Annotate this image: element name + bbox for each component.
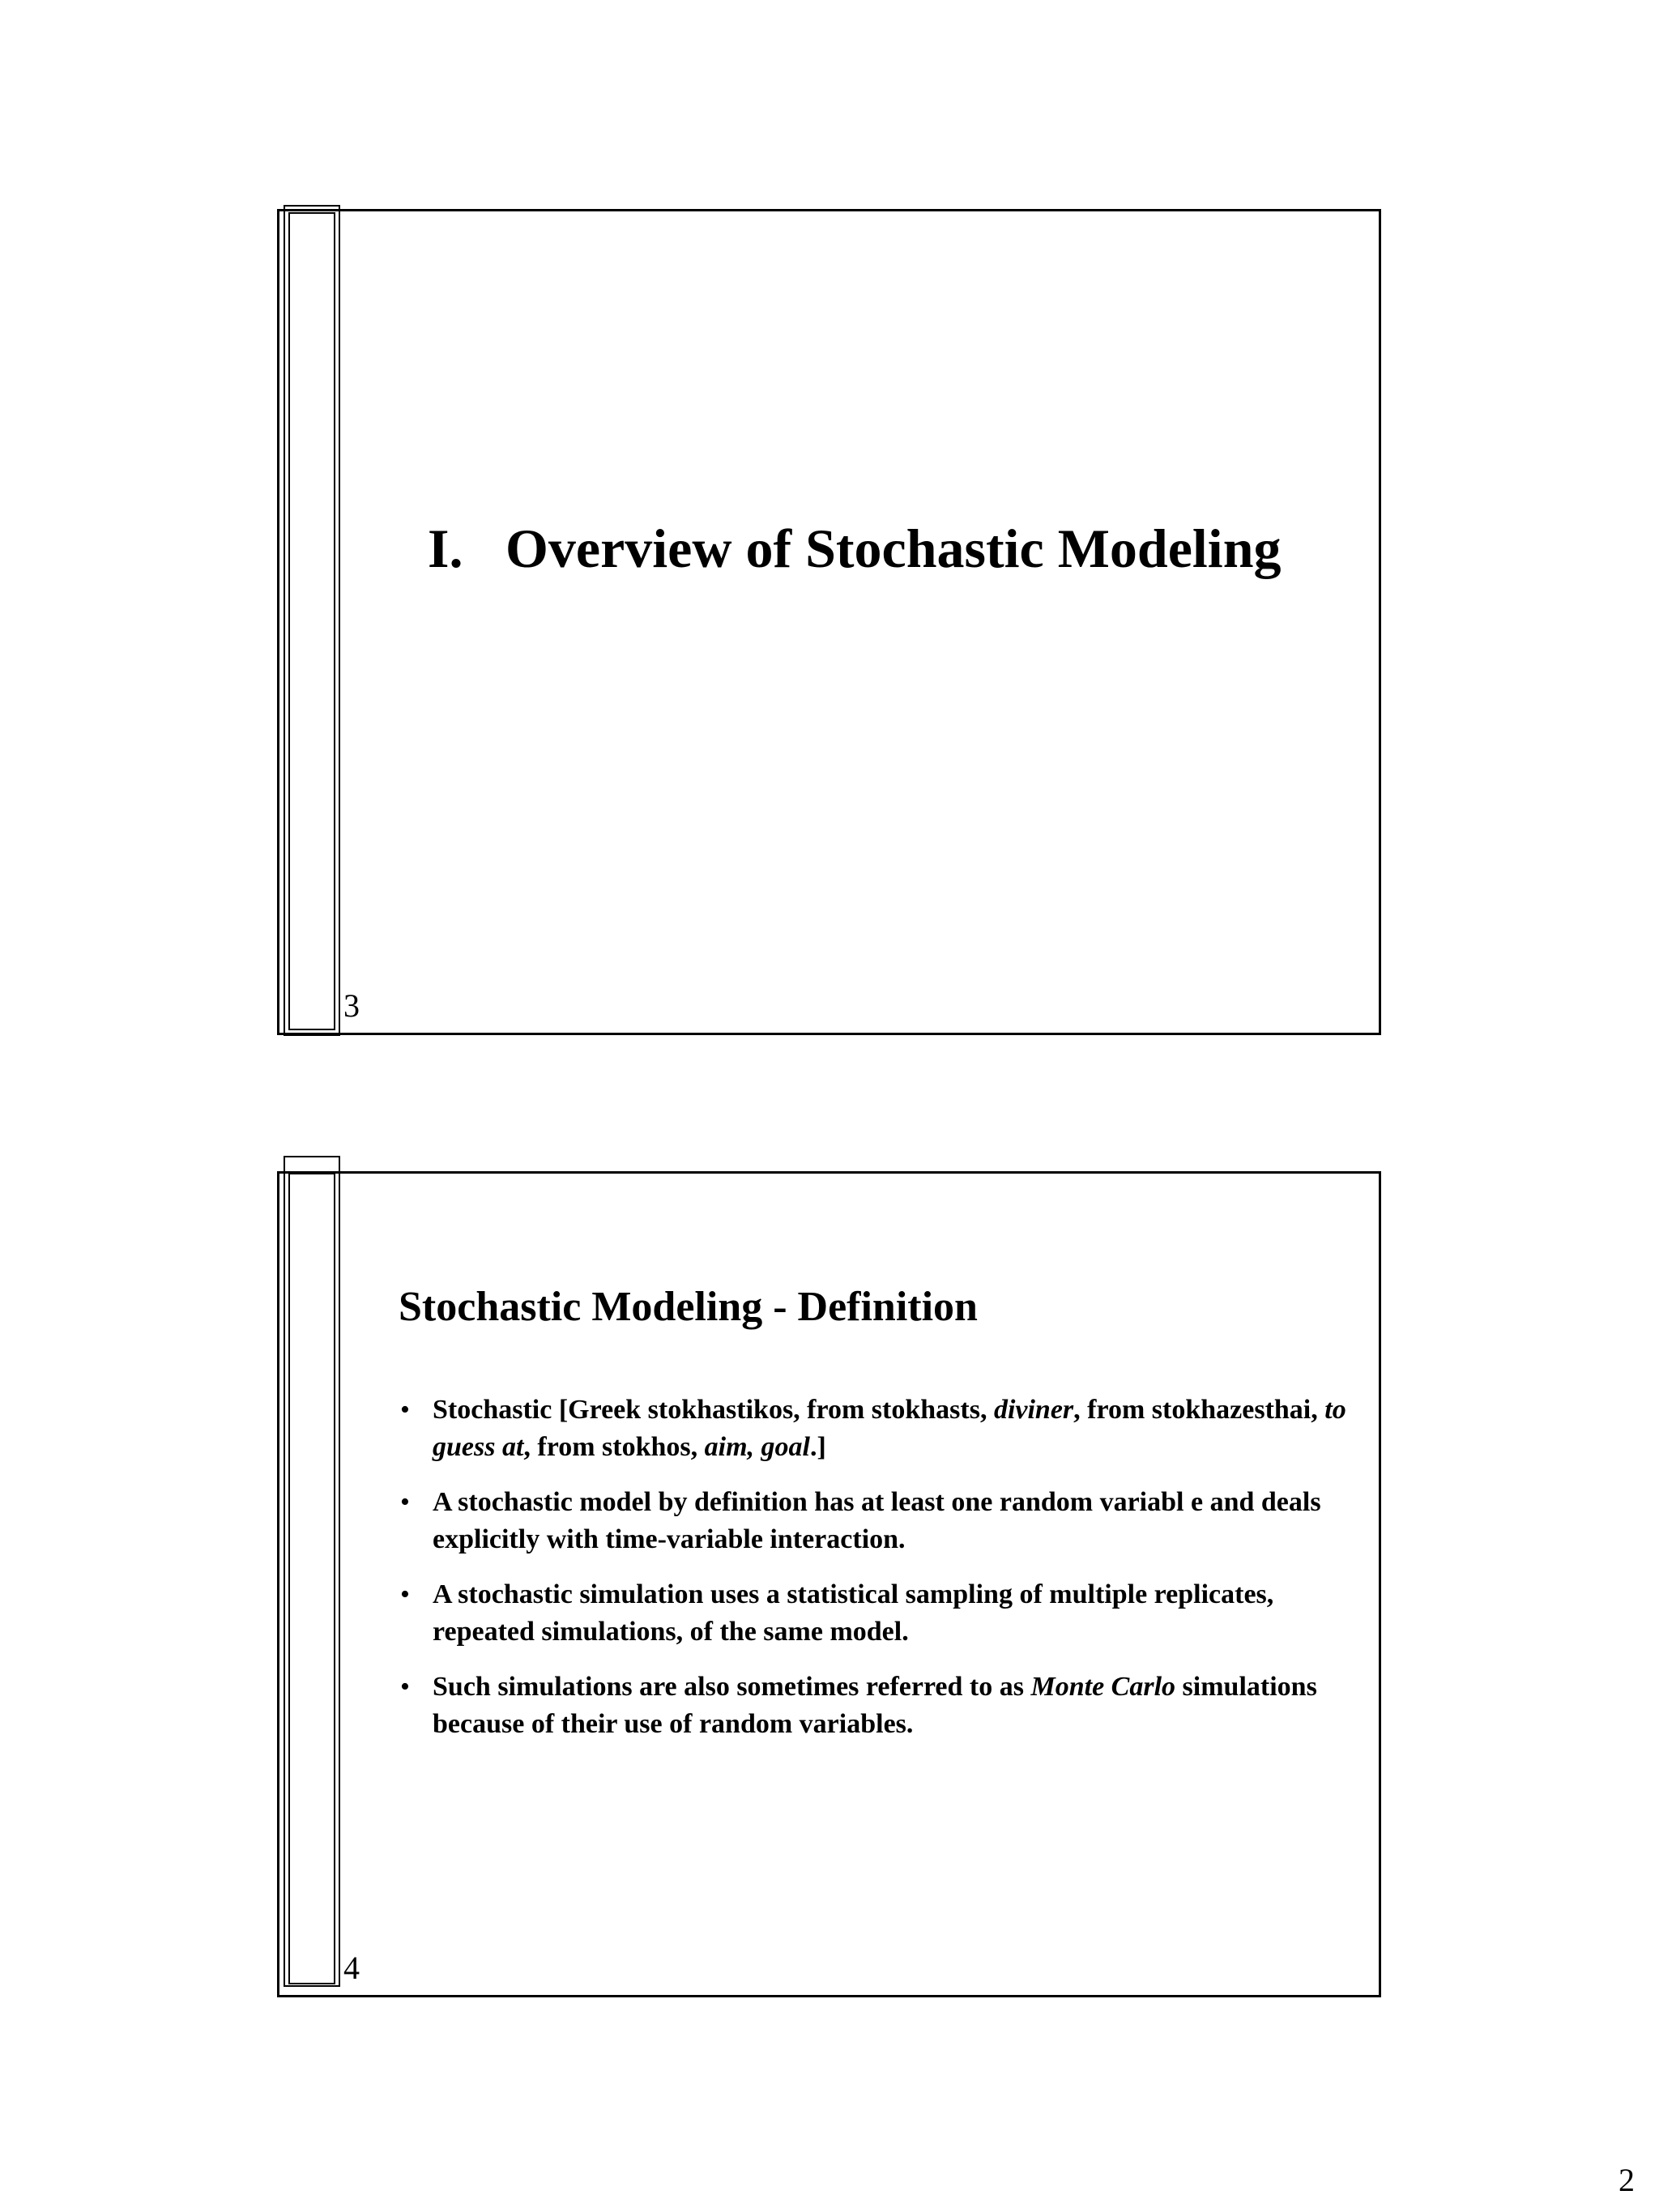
etymology-diviner: diviner bbox=[993, 1395, 1074, 1425]
bullet-stochastic-simulation-text: A stochastic simulation uses a statistical sampling of multiple replicates, repeated simulations, of the same model. bbox=[433, 1579, 1274, 1647]
slide-4-number: 4 bbox=[343, 1950, 360, 1986]
bullet-etymology bbox=[395, 1392, 1351, 1466]
slide-4-title: Stochastic Modeling - Definition bbox=[399, 1284, 978, 1330]
bullet-stochastic-model bbox=[395, 1484, 1351, 1558]
bullet-glyph: • bbox=[400, 1672, 410, 1702]
etymology-text-2: , from stokhazesthai, bbox=[1073, 1395, 1325, 1425]
slide-3-number: 3 bbox=[343, 987, 360, 1024]
etymology-aim-goal: aim, goal bbox=[704, 1432, 810, 1462]
slide-3-heading-numeral: I. bbox=[428, 518, 463, 579]
slide-3-heading-text: Overview of Stochastic Modeling bbox=[505, 518, 1282, 579]
page-number: 2 bbox=[1618, 2162, 1635, 2198]
bullet-monte-carlo bbox=[395, 1669, 1351, 1743]
slide-4-bullet-list bbox=[395, 1392, 1351, 1761]
slide-3-heading bbox=[428, 518, 1282, 579]
slide-3-frame bbox=[277, 209, 1381, 1035]
monte-carlo-term: Monte Carlo bbox=[1030, 1672, 1176, 1702]
etymology-to-guess-at: to guess at bbox=[433, 1395, 1346, 1462]
bullet-stochastic-simulation bbox=[395, 1576, 1351, 1651]
slide-4-side-bar-inner bbox=[288, 1173, 335, 1984]
bullet-glyph: • bbox=[400, 1579, 410, 1609]
slide-3-side-bar-inner bbox=[288, 212, 335, 1030]
monte-carlo-text-2: simulations because of their use of random variables. bbox=[433, 1672, 1317, 1739]
bullet-glyph: • bbox=[400, 1487, 410, 1517]
monte-carlo-text-1: Such simulations are also sometimes referred to as bbox=[433, 1672, 1031, 1702]
etymology-text-1: Stochastic [Greek stokhastikos, from stokhasts, bbox=[433, 1395, 994, 1425]
bullet-glyph: • bbox=[400, 1395, 410, 1425]
bullet-stochastic-model-text: A stochastic model by definition has at least one random variabl e and deals explicitly with time-variable interaction. bbox=[433, 1487, 1321, 1554]
etymology-text-4: .] bbox=[810, 1432, 826, 1462]
etymology-text-3: , from stokhos, bbox=[523, 1432, 705, 1462]
